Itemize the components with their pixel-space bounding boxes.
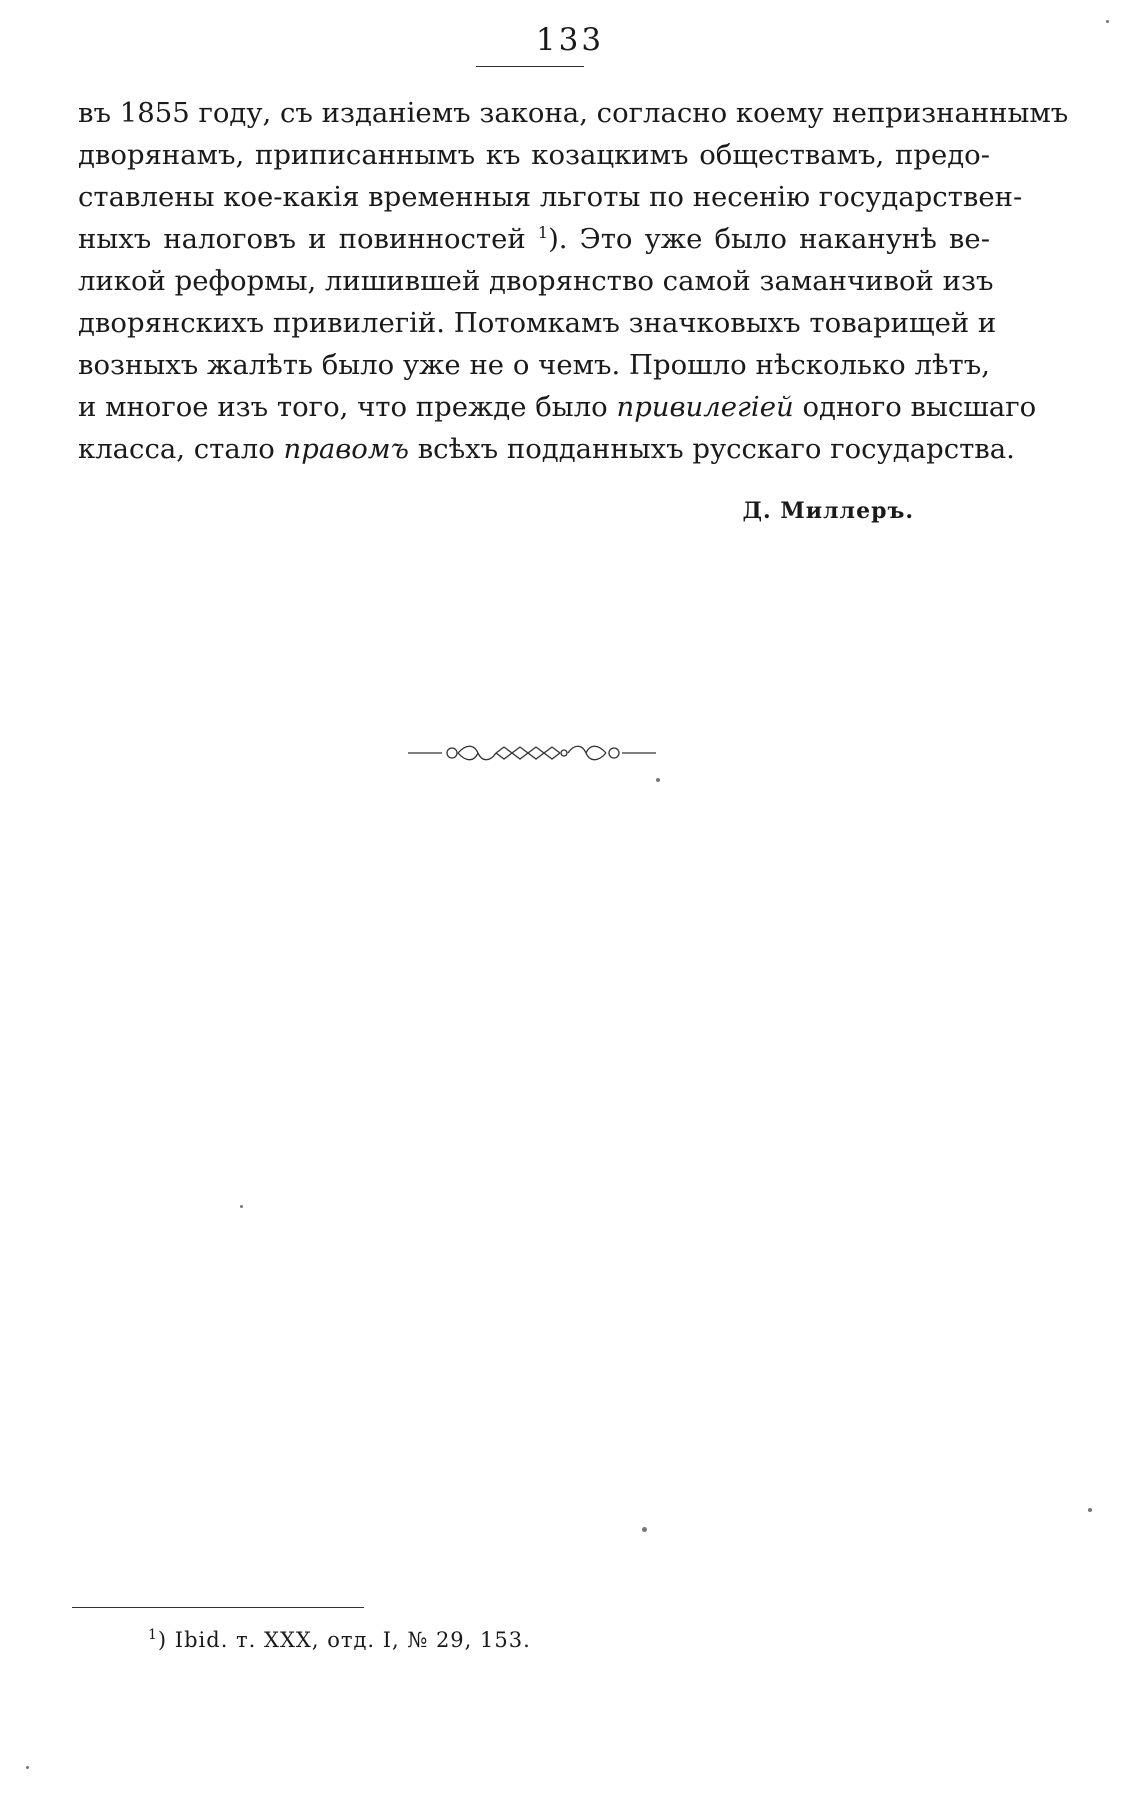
text-line: ставлены кое-какія временныя льготы по несенію государствен- <box>78 181 1023 213</box>
text-line: возныхъ жалѣть было уже не о чемъ. Прошло нѣсколько лѣтъ, <box>78 349 990 381</box>
text-segment: всѣхъ подданныхъ русскаго государства. <box>417 433 1015 465</box>
text-segment: и многое изъ того, что прежде было <box>78 391 608 423</box>
text-line: ликой реформы, лишившей дворянство самой заманчивой изъ <box>78 265 994 297</box>
scan-speck <box>642 1527 647 1532</box>
body-paragraph <box>78 92 1069 470</box>
page-number: 133 <box>535 22 605 58</box>
text-segment: ). Это уже было наканунѣ ве- <box>548 223 990 255</box>
text-segment: одного высшаго <box>802 391 1037 423</box>
text-segment: класса, стало <box>78 433 275 465</box>
text-line: дворянскихъ привилегій. Потомкамъ значковыхъ товарищей и <box>78 307 997 339</box>
text-line: въ 1855 году, съ изданіемъ закона, согласно коему непризнаннымъ <box>78 97 1069 129</box>
text-line: дворянамъ, приписаннымъ къ козацкимъ обществамъ, предо- <box>78 139 990 171</box>
author-signature: Д. Миллеръ. <box>742 498 914 524</box>
footnote-text: ) Ibid. т. XXX, отд. I, № 29, 153. <box>157 1628 531 1652</box>
text-line <box>78 218 990 260</box>
ornament-divider-icon <box>408 738 656 768</box>
footnote-rule <box>72 1607 364 1608</box>
scan-speck <box>656 778 660 782</box>
page-number-rule <box>476 66 584 67</box>
text-line <box>78 386 1037 428</box>
scan-speck <box>1106 20 1109 23</box>
footnote-marker: 1 <box>148 1627 158 1643</box>
scan-speck <box>240 1205 243 1208</box>
scan-speck <box>26 1766 29 1769</box>
text-line <box>78 428 1015 470</box>
scan-speck <box>1088 1508 1092 1512</box>
italic-word: привилегіей <box>616 391 794 423</box>
italic-word: правомъ <box>283 433 409 465</box>
footnote-reference: 1 <box>537 222 549 242</box>
footnote <box>148 1627 531 1652</box>
text-segment: ныхъ налоговъ и повинностей <box>78 223 526 255</box>
